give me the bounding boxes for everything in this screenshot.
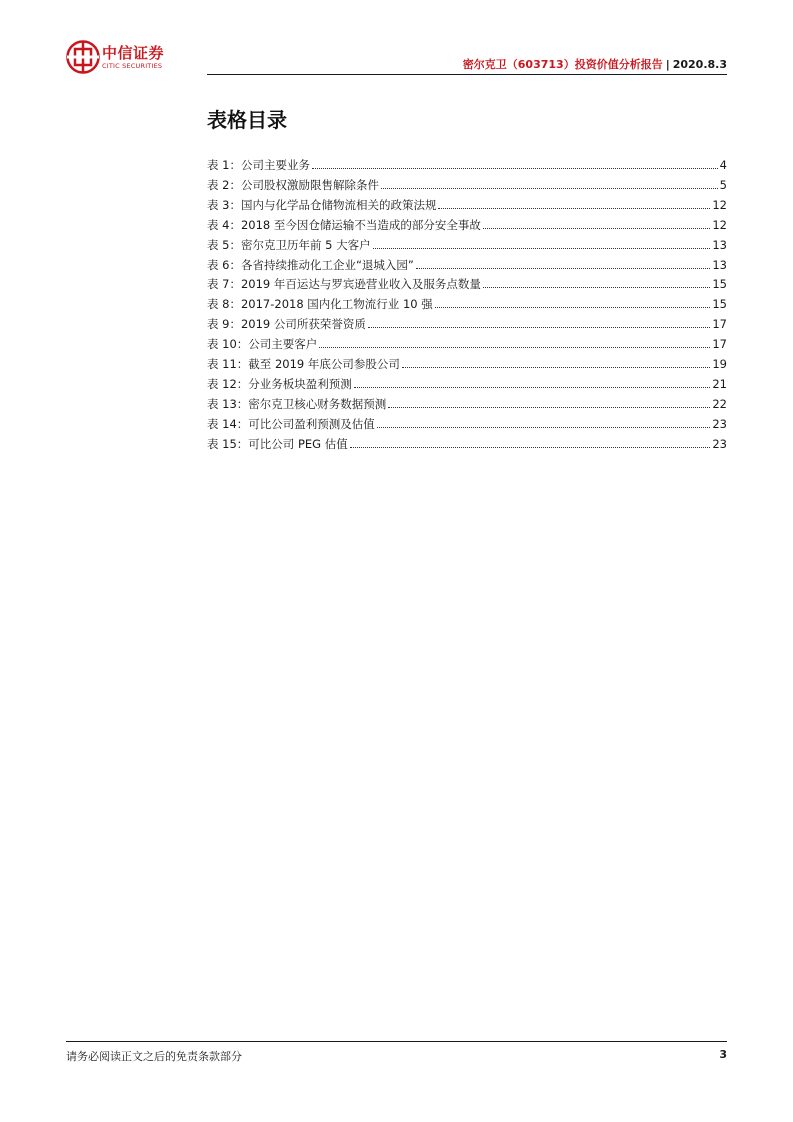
toc-entry-label: 表 1：公司主要业务 — [207, 158, 310, 172]
page-number: 3 — [719, 1048, 727, 1061]
toc-entry-label: 表 15：可比公司 PEG 估值 — [207, 436, 348, 451]
footer-disclaimer: 请务必阅读正文之后的免责条款部分 — [66, 1050, 242, 1063]
toc-entry-page: 15 — [712, 297, 727, 312]
toc-entry-page: 13 — [712, 237, 727, 252]
toc-leader-dots — [388, 407, 710, 408]
toc-leader-dots — [368, 327, 710, 328]
toc-entry-page: 15 — [712, 277, 727, 292]
toc-leader-dots — [483, 228, 710, 229]
toc-entry[interactable] — [207, 275, 727, 295]
toc-entry-page: 13 — [712, 257, 727, 272]
toc-entry-page: 12 — [712, 217, 727, 232]
toc-entry[interactable] — [207, 375, 727, 395]
citic-logo-icon — [66, 40, 100, 74]
toc-entry-page: 17 — [712, 317, 727, 332]
logo-cn-text: 中信证券 — [102, 44, 165, 62]
toc-entry-label: 表 4：2018 至今因仓储运输不当造成的部分安全事故 — [207, 217, 481, 232]
toc-entry-page: 5 — [719, 177, 727, 192]
page-title: 表格目录 — [207, 108, 287, 132]
report-header — [463, 56, 727, 72]
toc-leader-dots — [350, 447, 711, 448]
toc-entry-label: 表 13：密尔克卫核心财务数据预测 — [207, 396, 387, 411]
toc-entry-label: 表 3：国内与化学品仓储物流相关的政策法规 — [207, 197, 437, 212]
toc-entry-page: 23 — [712, 436, 727, 451]
header-divider — [207, 74, 727, 75]
toc-entry-label: 表 14：可比公司盈利预测及估值 — [207, 416, 375, 431]
report-title: 密尔克卫（603713）投资价值分析报告 — [462, 58, 663, 71]
toc-leader-dots — [319, 347, 710, 348]
toc-entry[interactable] — [207, 435, 727, 455]
toc-leader-dots — [438, 208, 710, 209]
toc-entry-label: 表 11：截至 2019 年底公司参股公司 — [207, 357, 400, 372]
toc-entry-page: 23 — [712, 416, 727, 431]
toc-leader-dots — [377, 427, 711, 428]
toc-entry-label: 表 7：2019 年百运达与罗宾逊营业收入及服务点数量 — [207, 277, 481, 292]
toc-entry[interactable] — [207, 315, 727, 335]
toc-entry[interactable] — [207, 176, 727, 196]
toc-entry-page: 22 — [712, 396, 727, 411]
toc-entry[interactable] — [207, 196, 727, 216]
table-of-tables — [207, 156, 727, 455]
toc-entry[interactable] — [207, 415, 727, 435]
toc-entry[interactable] — [207, 335, 727, 355]
toc-entry[interactable] — [207, 156, 727, 176]
toc-entry-label: 表 12：分业务板块盈利预测 — [207, 376, 352, 391]
toc-entry-label: 表 5：密尔克卫历年前 5 大客户 — [207, 237, 371, 252]
toc-leader-dots — [373, 248, 711, 249]
toc-entry[interactable] — [207, 395, 727, 415]
header-separator: | — [665, 58, 670, 71]
toc-entry[interactable] — [207, 236, 727, 256]
toc-entry-label: 表 8：2017-2018 国内化工物流行业 10 强 — [207, 297, 433, 312]
toc-entry-page: 21 — [712, 376, 727, 391]
toc-entry-label: 表 2：公司股权激励限售解除条件 — [207, 177, 379, 192]
toc-leader-dots — [416, 268, 710, 269]
toc-leader-dots — [312, 168, 718, 169]
toc-entry-label: 表 6：各省持续推动化工企业“退城入园” — [207, 257, 414, 272]
toc-entry-page: 12 — [712, 197, 727, 212]
report-date: 2020.8.3 — [672, 58, 727, 71]
toc-entry[interactable] — [207, 256, 727, 276]
footer-divider — [66, 1041, 727, 1042]
toc-entry-label: 表 10：公司主要客户 — [207, 337, 318, 352]
toc-entry[interactable] — [207, 355, 727, 375]
toc-entry[interactable] — [207, 295, 727, 315]
toc-leader-dots — [402, 367, 710, 368]
toc-entry-page: 4 — [719, 158, 727, 172]
toc-leader-dots — [354, 387, 711, 388]
company-logo — [66, 40, 176, 76]
toc-leader-dots — [381, 188, 718, 189]
toc-entry-label: 表 9：2019 公司所获荣誉资质 — [207, 317, 366, 332]
toc-entry-page: 17 — [712, 337, 727, 352]
toc-entry-page: 19 — [712, 357, 727, 372]
toc-entry[interactable] — [207, 216, 727, 236]
toc-leader-dots — [435, 307, 711, 308]
toc-leader-dots — [483, 287, 710, 288]
logo-en-text: CITIC SECURITIES — [102, 62, 163, 70]
